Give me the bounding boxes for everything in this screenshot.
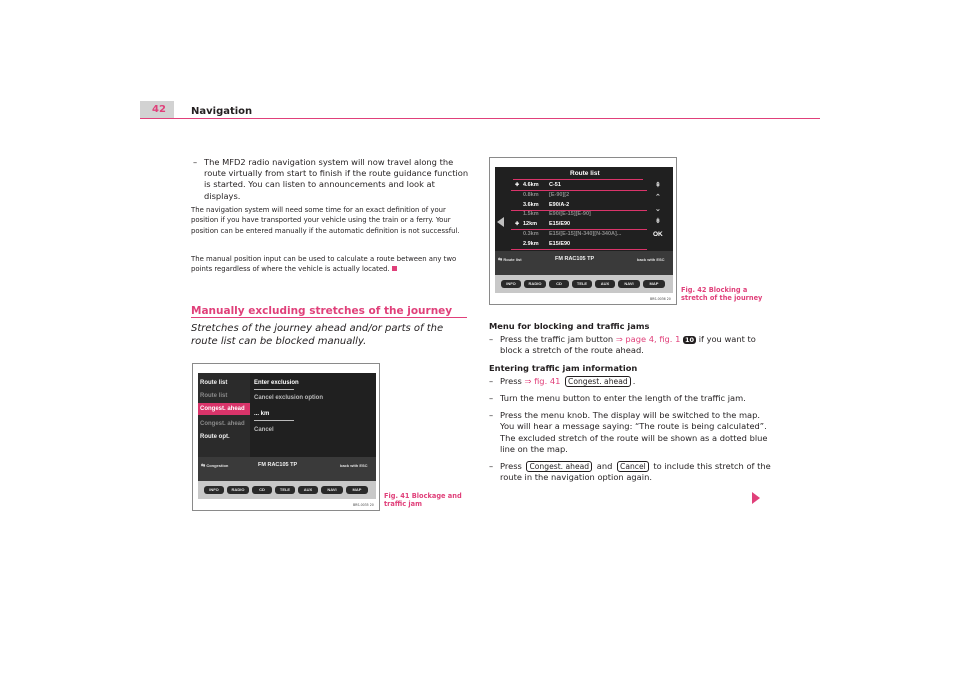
step-dash: –: [489, 334, 494, 345]
route-list-icon: ⇆: [498, 257, 503, 263]
fig41-btn-info: INFO: [204, 486, 224, 494]
fig42-code: BRS-0036 20: [650, 297, 671, 301]
header-title: Navigation: [191, 106, 253, 117]
route-row[interactable]: [511, 220, 647, 230]
fig41-btn-navi: NAVI: [321, 486, 343, 494]
step-5-post: to include this stretch of the route in the navigation option again.: [500, 461, 771, 483]
traffic-jam-button-badge: 10: [685, 336, 695, 345]
heading-entering-traffic-jam: Entering traffic jam information: [489, 362, 638, 373]
fig41-status-bar: [198, 457, 376, 481]
figure-41: [192, 363, 380, 511]
step-5-mid: and: [594, 461, 616, 472]
fig42-btn-radio: RADIO: [524, 280, 546, 288]
heading-menu-blocking: Menu for blocking and traffic jams: [489, 321, 650, 331]
fig42-ok: OK: [653, 231, 663, 238]
blocked-marker-icon: ✚: [515, 221, 520, 228]
section-title: Manually excluding stretches of the journey: [191, 305, 453, 317]
step-1: [489, 334, 774, 356]
intro-step: [193, 157, 472, 202]
end-mark: [392, 266, 397, 271]
route-row-road: C-51: [549, 182, 561, 188]
fig42-btn-tele: TELE: [572, 280, 592, 288]
next-page-arrow-icon[interactable]: [752, 492, 760, 504]
fig42-btn-navi: NAVI: [618, 280, 640, 288]
fig42-left-arrow-icon: [497, 217, 504, 227]
fig41-status-mid: FM RAC105 TP: [258, 462, 298, 468]
route-row-distance: 12km: [523, 221, 538, 228]
fig41-btn-radio: RADIO: [227, 486, 249, 494]
note-1: The navigation system will need some time for an exact definition of your position if you have transported your vehicle using the train or a ferry. Your position can be entered manually if the automatic definition is not successful.: [191, 206, 460, 235]
step-dash: –: [489, 393, 494, 404]
fig41-caption: Fig. 41 Blockage and traffic jam: [384, 492, 462, 509]
section-subtitle: Stretches of the journey ahead and/or parts of the route list can be blocked manually.: [191, 323, 444, 347]
fig41-unit-bezel: [198, 481, 376, 499]
step-4-text: Press the menu knob. The display will be switched to the map. You will hear a message saying: “The route is being calculated”. The excluded stretch of the route will be shown as a dotted blue line on the map.: [500, 410, 768, 454]
congest-ahead-button-label: Congest. ahead: [526, 461, 592, 472]
fig41-menu-item-2: Congest. ahead: [200, 406, 245, 412]
route-row-road: E15/[E-15][N-340][N-340A]...: [549, 231, 622, 237]
step-dash: –: [489, 461, 494, 472]
fig42-screen: [495, 167, 673, 275]
note-2-text: The manual position input can be used to calculate a route between any two points regardless of where the vehicle is actually located.: [191, 255, 457, 274]
fig41-divider: [254, 389, 294, 390]
route-row-road: E90/A-2: [549, 201, 570, 208]
page-number: 42: [152, 104, 166, 115]
route-row-road: E15/E90: [549, 221, 571, 228]
fig42-caption: Fig. 42 Blocking a stretch of the journey: [681, 286, 763, 303]
route-row[interactable]: [511, 230, 647, 239]
fig42-unit-bezel: [495, 275, 673, 293]
fig42-status-bar: [495, 251, 673, 275]
fig42-page-up-icon: ⇞: [655, 182, 661, 189]
fig42-status-right: back with ESC: [637, 257, 665, 262]
fig42-title: Route list: [570, 170, 600, 177]
congestion-icon: ⇆: [201, 463, 206, 469]
step-1-pre: Press the traffic jam button: [500, 334, 616, 345]
fig42-status-left-text: Route list: [503, 257, 522, 262]
figure-42: [489, 157, 677, 305]
fig42-status-mid: FM RAC105 TP: [555, 256, 595, 262]
step-2-post: .: [632, 375, 636, 386]
route-row-distance: 2.9km: [523, 240, 539, 247]
section-rule: [191, 317, 467, 318]
route-row[interactable]: [511, 181, 647, 191]
route-row-road: E15/E90: [549, 240, 571, 247]
step-2-pre: Press: [500, 375, 525, 386]
route-row[interactable]: [511, 240, 647, 250]
step-dash: –: [489, 410, 494, 421]
step-5: [489, 461, 774, 483]
step-3-text: Turn the menu button to enter the length of the traffic jam.: [500, 393, 746, 404]
blocked-marker-icon: ✚: [515, 182, 520, 188]
fig41-screen: [198, 373, 376, 481]
intro-step-text: The MFD2 radio navigation system will now travel along the route virtually from start to finish if the route guidance function is started. You can listen to announcements and look at displays.: [204, 157, 469, 201]
route-row[interactable]: [511, 210, 647, 219]
right-column: [489, 321, 774, 483]
fig42-title-rule: [513, 179, 643, 180]
route-row-distance: 0.8km: [523, 191, 539, 198]
fig41-btn-aux: AUX: [298, 486, 318, 494]
fig42-btn-map: MAP: [643, 280, 665, 288]
fig41-btn-tele: TELE: [275, 486, 295, 494]
fig41-status-left: [201, 463, 228, 469]
fig41-enter-exclusion: Enter exclusion: [254, 380, 299, 386]
fig41-code: BRS-0035 20: [353, 503, 374, 507]
fig41-menu-item-4: Route opt.: [200, 434, 230, 440]
fig41-menu-item-1: Route list: [200, 393, 228, 399]
fig41-menu-item-0: Route list: [200, 380, 228, 386]
fig41-menu-item-3: Congest. ahead: [200, 421, 245, 427]
fig42-btn-cd: CD: [549, 280, 569, 288]
step-dash: –: [489, 375, 494, 386]
fig-41-link[interactable]: ⇒ fig. 41: [524, 375, 561, 386]
step-2: [489, 376, 774, 387]
fig41-km-underline: [254, 420, 294, 421]
note-2: [191, 254, 467, 275]
route-row-distance: 1.5km: [523, 211, 539, 218]
fig42-down-icon: ⌄: [655, 206, 661, 213]
fig42-page-down-icon: ⇟: [655, 218, 661, 225]
congest-ahead-button-label: Congest. ahead: [565, 376, 631, 387]
route-row-road: E90/[E-15][E-90]: [549, 211, 591, 218]
step-4: [489, 410, 774, 455]
fig41-cancel-exclusion-option: Cancel exclusion option: [254, 395, 324, 401]
route-row-road: [E-90][2: [549, 191, 570, 198]
fig41-status-left-text: Congestion: [206, 463, 229, 468]
fig41-status-right: back with ESC: [340, 463, 368, 468]
fig41-cancel: Cancel: [254, 427, 274, 433]
fig41-btn-map: MAP: [346, 486, 368, 494]
fig42-status-left: [498, 257, 522, 263]
step-3: [489, 393, 774, 404]
route-row-distance: 3.6km: [523, 201, 539, 208]
fig41-btn-cd: CD: [252, 486, 272, 494]
fig42-btn-info: INFO: [501, 280, 521, 288]
route-row[interactable]: [511, 201, 647, 211]
header-rule: [140, 118, 820, 119]
route-row-distance: 0.3km: [523, 231, 539, 237]
cancel-button-label: Cancel: [617, 461, 649, 472]
route-row[interactable]: [511, 191, 647, 200]
fig42-up-icon: ⌃: [655, 194, 661, 201]
fig42-btn-aux: AUX: [595, 280, 615, 288]
page-4-fig-1-link[interactable]: ⇒ page 4, fig. 1: [615, 334, 681, 345]
step-1-post: if you want to block a stretch of the route ahead.: [500, 334, 756, 356]
step-5-pre: Press: [500, 461, 525, 472]
fig41-km-input: ... km: [254, 411, 270, 417]
step-dash: –: [193, 157, 198, 167]
route-row-distance: 4.6km: [523, 182, 539, 188]
